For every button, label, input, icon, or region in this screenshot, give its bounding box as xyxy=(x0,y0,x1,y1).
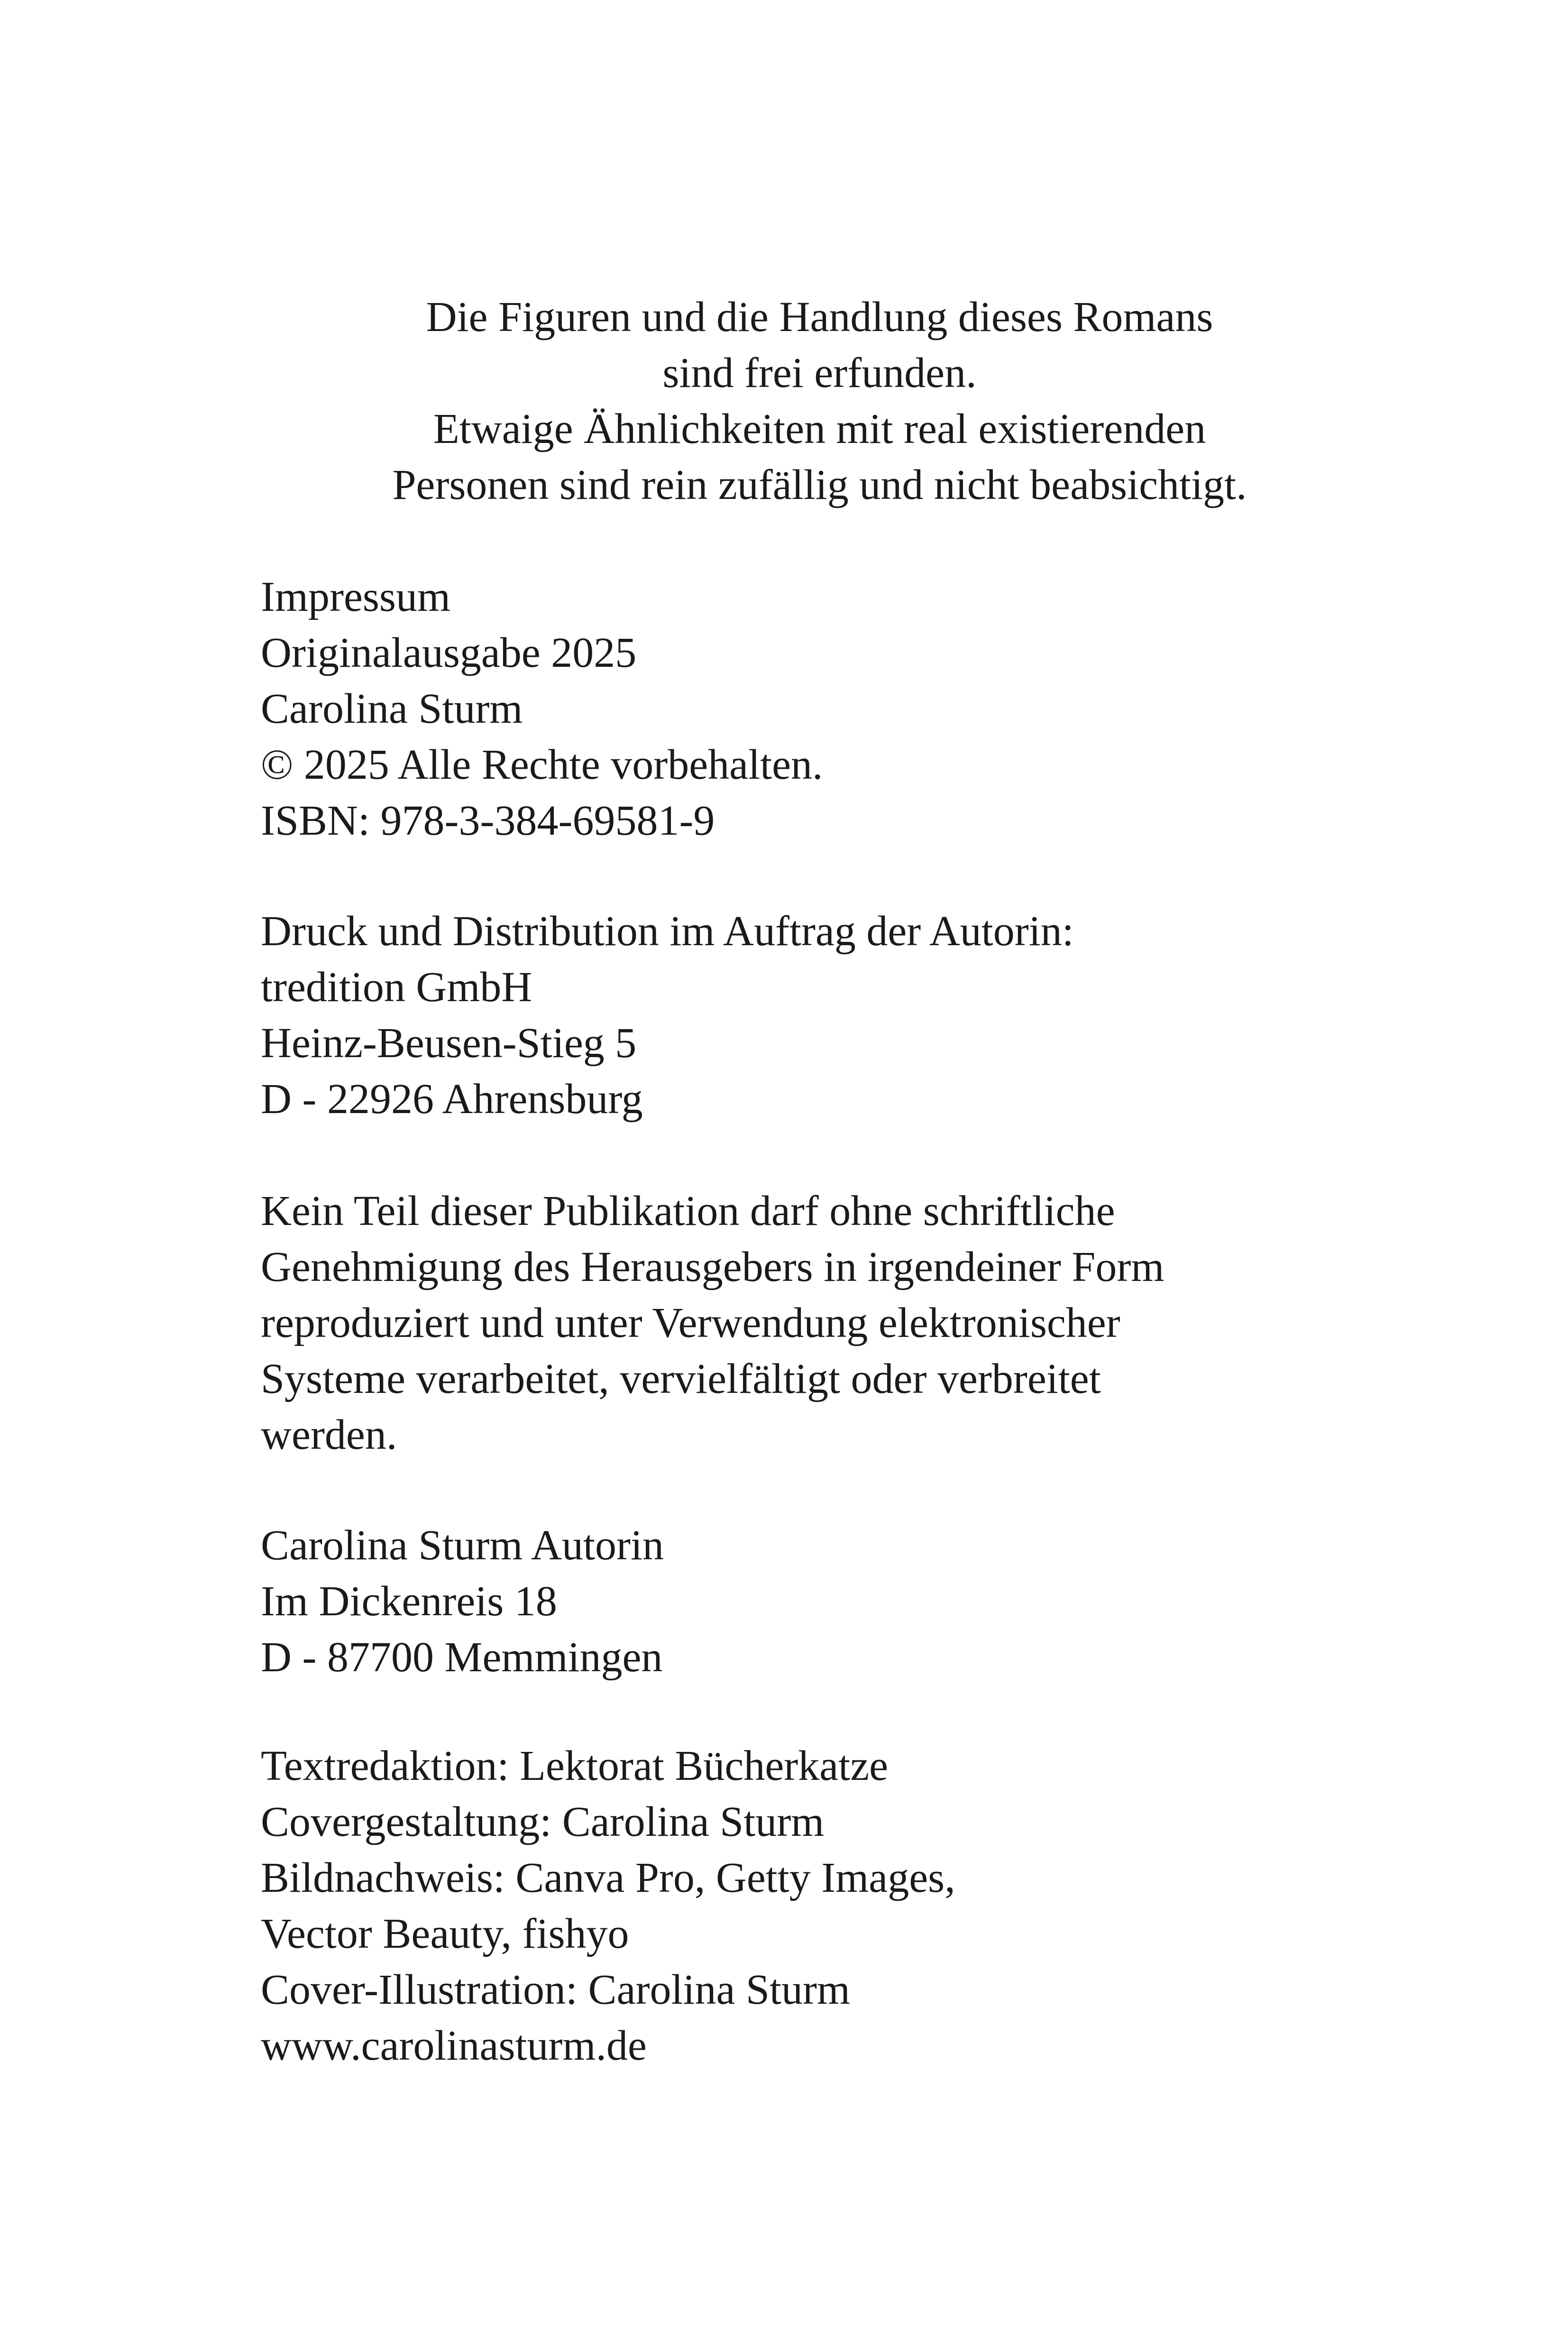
publisher-street: Heinz-Beusen-Stieg 5 xyxy=(261,1020,637,1067)
cover-illustration-credit: Cover-Illustration: Carolina Sturm xyxy=(261,1966,850,2013)
image-credit: Bildnachweis: Canva Pro, Getty Images, xyxy=(261,1854,955,1901)
distribution-heading: Druck und Distribution im Auftrag der Autorin: xyxy=(261,908,1074,955)
fiction-disclaimer xyxy=(36,289,1568,513)
copyright-line: © 2025 Alle Rechte vorbehalten. xyxy=(261,741,823,788)
rights-notice xyxy=(261,1183,1517,1463)
disclaimer-line: sind frei erfunden. xyxy=(662,350,977,396)
author-name: Carolina Sturm xyxy=(261,685,523,732)
text-editing-credit: Textredaktion: Lektorat Bücherkatze xyxy=(261,1742,889,1789)
author-address-city: D - 87700 Memmingen xyxy=(261,1634,663,1681)
edition-line: Originalausgabe 2025 xyxy=(261,629,637,676)
rights-line: Genehmigung des Herausgebers in irgendeiner Form xyxy=(261,1243,1165,1290)
credits-block xyxy=(261,1738,1517,2074)
distribution-block xyxy=(261,903,1517,1127)
rights-line: werden. xyxy=(261,1411,397,1458)
imprint-block xyxy=(261,569,1517,849)
publisher-name: tredition GmbH xyxy=(261,964,532,1011)
author-address-block xyxy=(261,1518,1517,1685)
rights-line: Kein Teil dieser Publikation darf ohne schriftliche xyxy=(261,1188,1115,1234)
disclaimer-line: Personen sind rein zufällig und nicht beabsichtigt. xyxy=(392,461,1247,508)
author-address-street: Im Dickenreis 18 xyxy=(261,1578,557,1625)
rights-line: Systeme verarbeitet, vervielfältigt oder verbreitet xyxy=(261,1355,1101,1402)
rights-line: reproduziert und unter Verwendung elektronischer xyxy=(261,1299,1120,1346)
disclaimer-line: Die Figuren und die Handlung dieses Romans xyxy=(426,294,1213,341)
image-credit-continued: Vector Beauty, fishyo xyxy=(261,1910,629,1957)
imprint-heading: Impressum xyxy=(261,573,450,620)
author-address-name: Carolina Sturm Autorin xyxy=(261,1522,664,1569)
website-url: www.carolinasturm.de xyxy=(261,2022,647,2069)
isbn-line: ISBN: 978-3-384-69581-9 xyxy=(261,797,715,844)
cover-design-credit: Covergestaltung: Carolina Sturm xyxy=(261,1798,825,1845)
disclaimer-line: Etwaige Ähnlichkeiten mit real existierenden xyxy=(433,405,1206,452)
publisher-city: D - 22926 Ahrensburg xyxy=(261,1076,643,1123)
